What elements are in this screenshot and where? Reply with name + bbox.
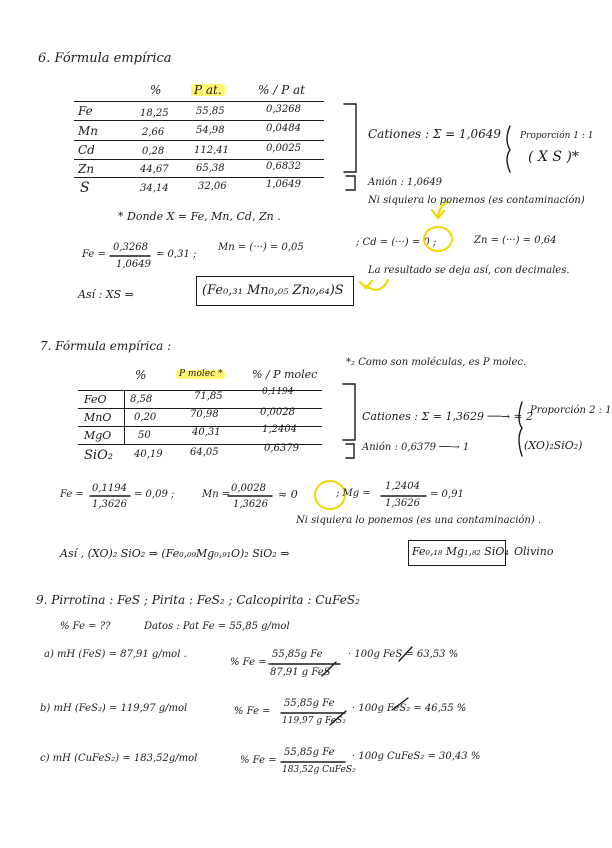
p9-a-post: · 100g FeS = 63,53 % bbox=[348, 649, 459, 660]
p7-title: 7. Fórmula empírica : bbox=[40, 339, 172, 353]
highlight-circle bbox=[423, 226, 453, 252]
p9-b-mass: b) mH (FeS₂) = 119,97 g/mol bbox=[40, 703, 188, 714]
p6-header-pct: % bbox=[150, 83, 162, 97]
p9-c-num: 55,85g Fe bbox=[284, 747, 335, 758]
p6-row-ratio: 0,6832 bbox=[266, 161, 301, 172]
p7-anion: Anión : 0,6379 ──→ 1 bbox=[362, 442, 470, 453]
p6-row-pct: 34,14 bbox=[140, 183, 169, 194]
p7-mn-den: 1,3626 bbox=[233, 499, 268, 510]
p6-fe-num: 0,3268 bbox=[113, 242, 148, 253]
p7-row-pct: 40,19 bbox=[134, 449, 163, 460]
p7-header-ratio: % / P molec bbox=[252, 368, 318, 381]
p6-ni-note: Ni siquiera lo ponemos (es contaminación) bbox=[368, 195, 585, 206]
p7-formula: Fe₀,₁₈ Mg₁,₈₂ SiO₄ bbox=[412, 545, 509, 558]
p6-row-pct: 18,25 bbox=[140, 108, 169, 119]
p6-row-pat: 55,85 bbox=[196, 106, 225, 117]
p6-formula: (Fe₀,₃₁ Mn₀,₀₅ Zn₀,₆₄)S bbox=[202, 283, 344, 298]
p7-asi: Así , (XO)₂ SiO₂ ⇒ (Fe₀,₀₉Mg₀,₉₁O)₂ SiO₂ ⇒ bbox=[60, 547, 290, 560]
p6-row-el: Cd bbox=[78, 143, 95, 157]
p6-header-pat: P at. bbox=[191, 84, 225, 96]
p9-title: 9. Pirrotina : FeS ; Pirita : FeS₂ ; Calcopirita : CuFeS₂ bbox=[36, 593, 360, 607]
p7-header-pct: % bbox=[135, 368, 147, 382]
p7-row-pat: 70,98 bbox=[190, 409, 219, 420]
p7-cations: Cationes : Σ = 1,3629 ──→ ≈ 2 bbox=[362, 410, 534, 423]
p7-mn-lhs: Mn = bbox=[202, 489, 231, 500]
p6-row-el: Zn bbox=[78, 162, 95, 176]
p7-row-pct: 8,58 bbox=[130, 394, 153, 405]
p7-mn-result: ≈ 0 bbox=[278, 488, 298, 501]
p9-a-den: 87,91 g FeS bbox=[270, 667, 331, 678]
p7-row-el: MgO bbox=[84, 429, 112, 442]
p6-result-note: La resultado se deja así, con decimales. bbox=[368, 265, 570, 276]
p9-c-pre: % Fe = bbox=[240, 755, 277, 766]
p6-row-el: Mn bbox=[78, 124, 99, 138]
p9-c-den: 183,52g CuFeS₂ bbox=[282, 765, 356, 775]
p7-header-pmolec: P molec * bbox=[176, 370, 225, 379]
p6-fe-lhs: Fe = bbox=[82, 249, 106, 260]
p6-xs: ( X S )* bbox=[528, 149, 579, 165]
p6-donde: * Donde X = Fe, Mn, Cd, Zn . bbox=[118, 210, 281, 223]
p7-table-divider bbox=[124, 390, 125, 444]
p7-row-ratio: 0,1194 bbox=[262, 387, 294, 397]
p6-fe-den: 1,0649 bbox=[116, 259, 151, 270]
p6-title: 6. Fórmula empírica bbox=[38, 51, 172, 66]
p7-row-pct: 50 bbox=[138, 430, 151, 441]
p6-cations: Cationes : Σ = 1,0649 bbox=[368, 127, 502, 141]
p7-fe-num: 0,1194 bbox=[92, 483, 127, 494]
p6-row-ratio: 1,0649 bbox=[266, 179, 301, 190]
p6-header-ratio: % / P at bbox=[258, 83, 305, 97]
p7-fe-lhs: Fe = bbox=[60, 489, 84, 500]
p7-ni-note: Ni siquiera lo ponemos (es una contaminación) . bbox=[296, 515, 542, 526]
p7-row-ratio: 0,0028 bbox=[260, 407, 295, 418]
p7-row-pct: 0,20 bbox=[134, 412, 157, 423]
p7-row-el: FeO bbox=[84, 393, 107, 406]
p6-proportion: Proporción 1 : 1 bbox=[520, 131, 594, 141]
p6-row-el: S bbox=[80, 180, 90, 196]
p9-b-den: 119,97 g FeS₂ bbox=[282, 716, 346, 726]
p6-fe-result: = 0,31 ; bbox=[156, 249, 197, 260]
p6-row-pat: 65,38 bbox=[196, 163, 225, 174]
p7-row-ratio: 1,2404 bbox=[262, 424, 297, 435]
p9-datos: Datos : Pat Fe = 55,85 g/mol bbox=[144, 621, 290, 632]
p6-asi: Así : XS ⇒ bbox=[78, 288, 134, 301]
p6-row-ratio: 0,0025 bbox=[266, 143, 301, 154]
p7-xo: (XO)₂SiO₂) bbox=[524, 439, 583, 452]
p7-row-ratio: 0,6379 bbox=[264, 443, 299, 454]
p9-c-mass: c) mH (CuFeS₂) = 183,52g/mol bbox=[40, 753, 198, 764]
p6-row-el: Fe bbox=[78, 104, 93, 118]
p6-row-ratio: 0,0484 bbox=[266, 123, 301, 134]
p7-row-pat: 71,85 bbox=[194, 391, 223, 402]
p6-row-pct: 44,67 bbox=[140, 164, 169, 175]
p9-b-post: · 100g FeS₂ = 46,55 % bbox=[352, 703, 467, 714]
p6-zn: Zn = (···) = 0,64 bbox=[474, 235, 557, 246]
p9-a-num: 55,85g Fe bbox=[272, 649, 323, 660]
p7-fe-den: 1,3626 bbox=[92, 499, 127, 510]
p7-mg-den: 1,3626 bbox=[385, 498, 420, 509]
p9-a-mass: a) mH (FeS) = 87,91 g/mol . bbox=[44, 649, 187, 660]
p9-unknown: % Fe = ?? bbox=[60, 621, 111, 632]
p7-mg-num: 1,2404 bbox=[385, 481, 420, 492]
p7-proportion: Proporción 2 : 1 bbox=[530, 405, 612, 416]
p7-olivino: Olivino bbox=[514, 545, 554, 558]
p6-anion: Anión : 1,0649 bbox=[368, 177, 443, 188]
p6-cd: ; Cd = (···) = 0 ; bbox=[356, 237, 437, 248]
p6-row-pat: 112,41 bbox=[194, 145, 229, 156]
p7-row-el: SiO₂ bbox=[84, 448, 113, 463]
p9-a-pre: % Fe = bbox=[230, 657, 267, 668]
p7-mg-result: = 0,91 bbox=[430, 489, 464, 500]
p7-mg-lhs: ; Mg = bbox=[336, 488, 371, 499]
p7-star-note: *₂ Como son moléculas, es P molec. bbox=[346, 357, 527, 368]
p7-row-pat: 64,05 bbox=[190, 447, 219, 458]
p7-fe-result: = 0,09 ; bbox=[134, 489, 175, 500]
p7-row-el: MnO bbox=[84, 411, 112, 424]
p9-b-num: 55,85g Fe bbox=[284, 698, 335, 709]
p6-row-pct: 2,66 bbox=[142, 127, 165, 138]
p6-mn: Mn = (···) = 0,05 bbox=[218, 242, 304, 253]
p9-b-pre: % Fe = bbox=[234, 706, 271, 717]
p6-row-pct: 0,28 bbox=[142, 146, 165, 157]
p7-mn-num: 0,0028 bbox=[231, 483, 266, 494]
p9-c-post: · 100g CuFeS₂ = 30,43 % bbox=[352, 751, 481, 762]
p6-row-pat: 32,06 bbox=[198, 181, 227, 192]
p7-row-pat: 40,31 bbox=[192, 427, 221, 438]
p6-row-ratio: 0,3268 bbox=[266, 104, 301, 115]
p6-row-pat: 54,98 bbox=[196, 125, 225, 136]
